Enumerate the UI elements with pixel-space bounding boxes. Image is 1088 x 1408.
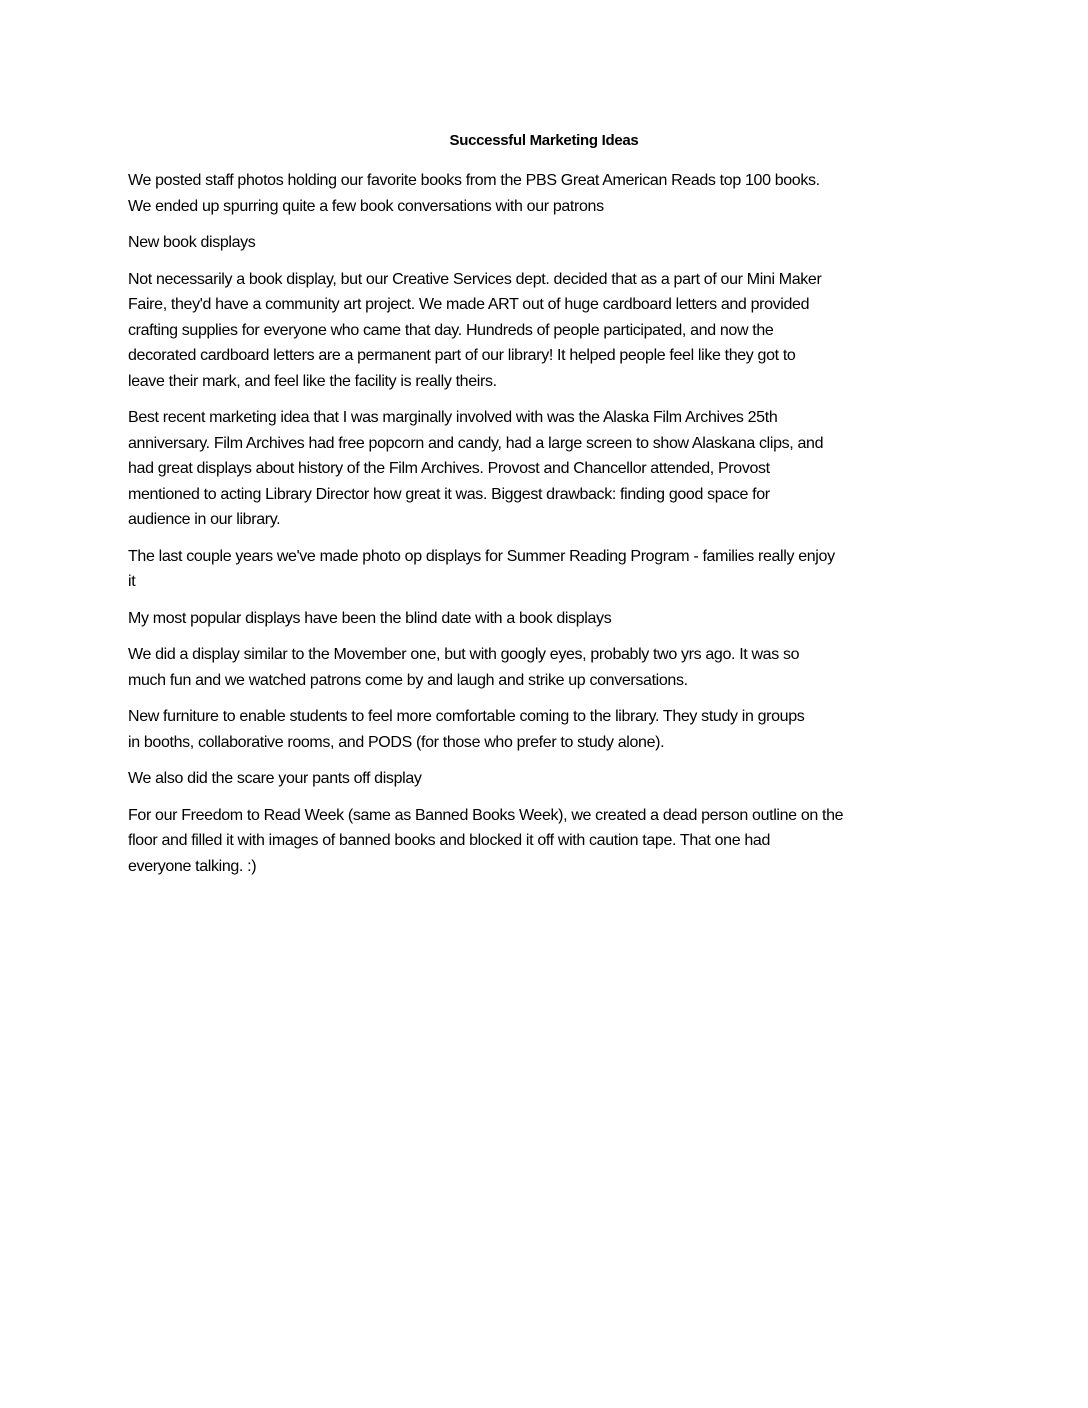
paragraph-staff-photos [128,168,968,219]
text-line: The last couple years we've made photo op displays for Summer Reading Program - families really enjoy [128,547,835,565]
text-line: anniversary. Film Archives had free popcorn and candy, had a large screen to show Alaskana clips, and [128,434,824,452]
text-line: New book displays [128,234,256,251]
paragraph-film-archives [128,405,968,533]
text-line: crafting supplies for everyone who came that day. Hundreds of people participated, and now the [128,321,774,339]
text-line: We posted staff photos holding our favorite books from the PBS Great American Reads top 100 books. [128,172,820,189]
paragraph-googly-eyes [128,642,968,693]
text-line: mentioned to acting Library Director how great it was. Biggest drawback: finding good space for [128,485,770,503]
text-line: had great displays about history of the Film Archives. Provost and Chancellor attended, Provost [128,460,770,477]
text-line: everyone talking. :) [128,857,257,875]
text-line: leave their mark, and feel like the facility is really theirs. [128,372,497,390]
text-line: decorated cardboard letters are a permanent part of our library! It helped people feel like they got to [128,347,796,364]
text-line: For our Freedom to Read Week (same as Banned Books Week), we created a dead person outline on the [128,806,844,824]
text-line: much fun and we watched patrons come by and laugh and strike up conversations. [128,671,688,689]
text-line: We also did the scare your pants off display [128,770,422,787]
document-body [128,168,968,890]
text-line: We did a display similar to the Movember one, but with googly eyes, probably two yrs ago. It was so [128,646,800,663]
paragraph-blind-date [128,606,968,632]
text-line: floor and filled it with images of banned books and blocked it off with caution tape. That one had [128,832,770,849]
text-line: audience in our library. [128,511,281,528]
paragraph-freedom-to-read [128,803,968,880]
text-line: in booths, collaborative rooms, and PODS (for those who prefer to study alone). [128,733,665,751]
paragraph-community-art-project [128,267,968,395]
text-line: Faire, they'd have a community art project. We made ART out of huge cardboard letters and provided [128,296,810,313]
paragraph-scare-display [128,766,968,792]
text-line: New furniture to enable students to feel more comfortable coming to the library. They study in groups [128,708,805,725]
document-title: Successful Marketing Ideas [449,132,639,149]
text-line: Best recent marketing idea that I was marginally involved with was the Alaska Film Archives 25th [128,409,778,426]
text-line: it [128,573,136,590]
paragraph-photo-op-displays [128,544,968,595]
paragraph-new-furniture [128,704,968,755]
text-line: Not necessarily a book display, but our Creative Services dept. decided that as a part of our Mini Maker [128,270,822,288]
text-line: My most popular displays have been the blind date with a book displays [128,609,612,627]
text-line: We ended up spurring quite a few book conversations with our patrons [128,197,604,215]
paragraph-new-book-displays [128,230,968,256]
